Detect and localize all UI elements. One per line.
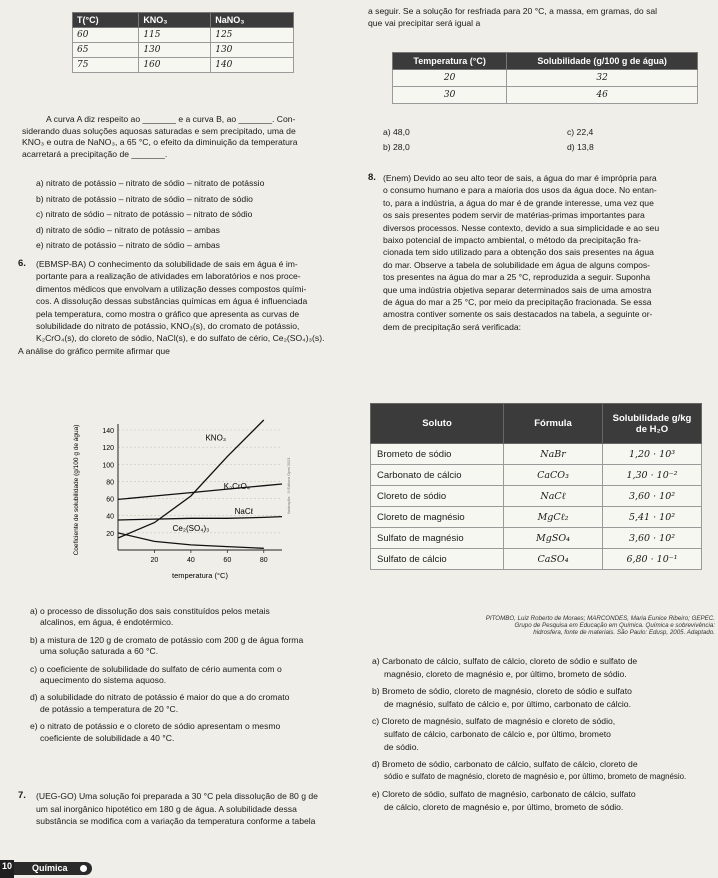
table-cell: Carbonato de cálcio <box>371 465 504 486</box>
table-row <box>371 507 702 528</box>
table-cell: 20 <box>393 70 507 87</box>
table-cell: 130 <box>211 43 294 58</box>
question-8-stem <box>383 172 715 333</box>
option-c[interactable]: c) Cloreto de magnésio, sulfato de magnésio e cloreto de sódio, <box>372 716 616 727</box>
table-row <box>393 87 698 104</box>
table-cell: Cloreto de magnésio <box>371 507 504 528</box>
option-e-cont: coeficiente de solubilidade a 40 °C. <box>40 732 175 743</box>
text-line: to, para a indústria, a água do mar é de grande interesse, uma vez que <box>383 197 654 208</box>
text-line: K₂CrO₄(s), do cloreto de sódio, NaCl(s), e do sulfato de cério, Ce₂(SO₄)₃(s). <box>36 333 325 344</box>
y-tick-label: 140 <box>102 428 114 435</box>
series-line-3 <box>118 533 264 548</box>
table-row <box>73 58 294 73</box>
text-line: Grupo de Pesquisa em Educação em Química. Química e sobrevivência: <box>514 622 715 630</box>
question-5-options <box>36 176 346 254</box>
table-cell: MgCℓ₂ <box>504 507 603 528</box>
x-tick-label: 20 <box>150 557 159 564</box>
image-credit: ilustração: ©Editora Opet 2021 <box>286 457 291 514</box>
text-line: KNO₃ e outra de NaNO₃, a 65 °C, o efeito da diminuição da temperatura <box>22 137 298 148</box>
table-row <box>371 465 702 486</box>
option-c-cont: sulfato de cálcio, carbonato de cálcio e, por último, brometo <box>384 728 611 739</box>
table-cell: Brometo de sódio <box>371 444 504 465</box>
option-d[interactable]: d) Brometo de sódio, carbonato de cálcio, sulfato de cálcio, cloreto de <box>372 759 638 770</box>
text-line: A análise do gráfico permite afirmar que <box>18 346 170 356</box>
option-a[interactable]: a) o processo de dissolução dos sais constituídos pelos metais <box>30 606 270 616</box>
option-a-cont: magnésio, cloreto de magnésio e, por último, brometo de sódio. <box>384 668 627 679</box>
series-label: KNO₃ <box>205 433 227 443</box>
table-cell: 125 <box>211 28 294 43</box>
table-cell: 1,30 · 10⁻² <box>603 465 702 486</box>
table-cell: Cloreto de sódio <box>371 486 504 507</box>
table-row <box>371 549 702 570</box>
y-tick-label: 60 <box>106 496 114 504</box>
question-7-number: 7. <box>18 790 26 801</box>
option-a[interactable]: a) Carbonato de cálcio, sulfato de cálcio, cloreto de sódio e sulfato de <box>372 656 638 666</box>
option-c[interactable]: c) 22,4 <box>567 127 594 137</box>
option-b[interactable]: b) a mistura de 120 g de cromato de potássio com 200 g de água forma <box>30 634 304 645</box>
table-cell: CaSO₄ <box>504 549 603 570</box>
seawater-salts-table <box>370 403 702 570</box>
table-row <box>73 28 294 43</box>
table-cell: 30 <box>393 87 507 104</box>
table-row <box>371 444 702 465</box>
text-line: siderando duas soluções aquosas saturadas e sem precipitado, uma de <box>22 125 296 136</box>
text-line: (UEG-GO) Uma solução foi preparada a 30 °C pela dissolução de 80 g de <box>36 791 318 801</box>
option-a[interactable]: a) 48,0 <box>383 127 410 137</box>
series-line-0 <box>118 420 264 538</box>
table-header: T(°C) <box>73 13 139 28</box>
option-c[interactable]: c) nitrato de sódio – nitrato de potássio – nitrato de sódio <box>36 209 253 219</box>
table-cell: 3,60 · 10² <box>603 486 702 507</box>
table-cell: 115 <box>139 28 211 43</box>
table-cell: 5,41 · 10² <box>603 507 702 528</box>
table-row <box>73 43 294 58</box>
option-c-cont: aquecimento do sistema aquoso. <box>40 675 167 686</box>
x-axis-title: temperatura (°C) <box>172 571 228 580</box>
option-e-cont: de cálcio, cloreto de magnésio e, por último, brometo de sódio. <box>384 801 624 812</box>
question-8-number: 8. <box>368 172 376 183</box>
table-row <box>371 486 702 507</box>
text-line: que uma indústria objetiva separar determinados sais de uma amostra <box>383 284 652 295</box>
subject-label: Química <box>32 863 68 873</box>
table-header: Solubilidade g/kg de H₂O <box>603 404 702 444</box>
option-b[interactable]: b) Brometo de sódio, cloreto de magnésio, cloreto de sódio e sulfato <box>372 686 632 697</box>
text-line: cionada tem sido utilizado para a obtenção dos sais presentes na água <box>383 247 654 258</box>
table-cell: NaBr <box>504 444 603 465</box>
table-cell: 32 <box>507 70 698 87</box>
series-label: NaCℓ <box>234 507 254 516</box>
series-label: Ce₂(SO₄)₃ <box>172 524 210 534</box>
option-d-cont: de potássio a temperatura de 20 °C. <box>40 703 179 714</box>
question-6-stem <box>36 258 348 345</box>
temperature-solubility-table <box>392 52 698 104</box>
page-footer <box>0 860 718 878</box>
text-line: (EBMSP-BA) O conhecimento da solubilidade de sais em água é im- <box>36 259 298 269</box>
table-cell: 65 <box>73 43 139 58</box>
question-7-continuation <box>368 6 713 29</box>
table-cell: Sulfato de magnésio <box>371 528 504 549</box>
table-cell: 130 <box>139 43 211 58</box>
option-e[interactable]: e) o nitrato de potássio e o cloreto de sódio apresentam o mesmo <box>30 721 281 732</box>
table-cell: 140 <box>211 58 294 73</box>
option-a[interactable]: a) nitrato de potássio – nitrato de sódio – nitrato de potássio <box>36 178 265 188</box>
question-7-stem <box>36 790 350 828</box>
table-header: Temperatura (°C) <box>393 53 507 70</box>
y-tick-label: 120 <box>102 445 114 453</box>
text-line: os sais presentes podem servir de matérias-primas importantes para <box>383 210 645 221</box>
table-header: Fórmula <box>504 404 603 444</box>
text-line: cos. A dissolução dessas substâncias químicas em água é influenciada <box>36 296 308 307</box>
option-b[interactable]: b) 28,0 <box>383 142 410 152</box>
text-line: a seguir. Se a solução for resfriada para 20 °C, a massa, em gramas, do sal <box>368 6 658 16</box>
text-line: tos presentes na água do mar a 25 °C, reproduzida a seguir. Suponha <box>383 272 651 283</box>
text-line: solubilidade do nitrato de potássio, KNO₃(s), do cromato de potássio, <box>36 321 300 332</box>
text-line: (Enem) Devido ao seu alto teor de sais, a água do mar é imprópria para <box>383 173 657 183</box>
table-cell: 3,60 · 10² <box>603 528 702 549</box>
table-header: Soluto <box>371 404 504 444</box>
table-cell: 160 <box>139 58 211 73</box>
series-line-2 <box>118 517 282 520</box>
option-c[interactable]: c) o coeficiente de solubilidade do sulfato de cério aumenta com o <box>30 663 282 674</box>
question-5-stem <box>22 114 352 160</box>
table-row <box>393 70 698 87</box>
table-source <box>420 615 715 637</box>
table-header: Solubilidade (g/100 g de água) <box>507 53 698 70</box>
question-6-number: 6. <box>18 258 26 269</box>
text-line: amostra contiver somente os sais destacados na tabela, a seguinte or- <box>383 309 653 320</box>
solubility-table-kno3-nano3 <box>72 12 294 73</box>
table-cell: CaCO₃ <box>504 465 603 486</box>
text-line: que vai precipitar será igual a <box>368 17 481 28</box>
option-d-cont: sódio e sulfato de magnésio, cloreto de magnésio e, por último, brometo de magnésio. <box>384 771 687 781</box>
table-cell: 75 <box>73 58 139 73</box>
text-line: dimentos médicos que envolvam a utilização desses compostos quími- <box>36 283 307 294</box>
text-line: A curva A diz respeito ao _______ e a curva B, ao _______. Con- <box>46 114 296 124</box>
x-tick-label: 60 <box>223 557 232 564</box>
y-tick-label: 100 <box>102 462 114 470</box>
y-axis-title: Coeficiente de solubilidade (g/100 g de água) <box>73 424 80 556</box>
y-tick-label: 40 <box>106 513 114 521</box>
text-line: o consumo humano e para a maioria dos usos da água doce. No entan- <box>383 185 657 196</box>
solubility-chart <box>60 400 290 590</box>
option-a-cont: alcalinos, em água, é endotérmico. <box>40 617 174 628</box>
table-cell: MgSO₄ <box>504 528 603 549</box>
text-line: diversos processos. Nesse contexto, devido a sua simplicidade e ao seu <box>383 222 660 233</box>
option-b-cont: uma solução saturada a 60 °C. <box>40 646 159 657</box>
text-line: portante para a realização de atividades em laboratórios e nos proce- <box>36 271 301 282</box>
x-tick-label: 40 <box>186 557 195 564</box>
option-b-cont: de magnésio, sulfato de cálcio e, por último, carbonato de cálcio. <box>384 698 631 709</box>
text-line: pela temperatura, como mostra o gráfico que apresenta as curvas de <box>36 308 300 319</box>
bullet-icon <box>80 865 87 872</box>
series-label: K₂CrO₄ <box>223 482 251 492</box>
y-tick-label: 20 <box>106 530 114 538</box>
option-d[interactable]: d) a solubilidade do nitrato de potássio é maior do que a do cromato <box>30 692 290 703</box>
text-line: substância se modifica com a variação da temperatura conforme a tabela <box>36 816 316 827</box>
table-cell: 46 <box>507 87 698 104</box>
text-line: um sal inorgânico hipotético em 180 g de água. A solubilidade dessa <box>36 803 297 814</box>
text-line: de água do mar a 25 °C, por meio da precipitação fracionada. Se essa <box>383 297 652 308</box>
text-line: do mar. Observe a tabela de solubilidade em água de alguns compos- <box>383 259 651 270</box>
text-line: baixo potencial de impacto ambiental, o método da precipitação fra- <box>383 235 641 246</box>
text-line: hidrosfera, fonte de materiais. São Paulo: Edusp, 2005. Adaptado. <box>533 629 715 637</box>
table-cell: 60 <box>73 28 139 43</box>
text-line: dem de precipitação será verificada: <box>383 321 522 332</box>
text-line: acarretará a precipitação de _______. <box>22 148 168 159</box>
table-header: KNO₃ <box>139 13 211 28</box>
option-d[interactable]: d) nitrato de sódio – nitrato de potássio – ambas <box>36 224 220 235</box>
option-b[interactable]: b) nitrato de potássio – nitrato de sódio – nitrato de sódio <box>36 193 253 204</box>
option-c-cont: de sódio. <box>384 741 419 752</box>
option-e[interactable]: e) Cloreto de sódio, sulfato de magnésio, carbonato de cálcio, sulfato <box>372 789 636 800</box>
table-header: NaNO₃ <box>211 13 294 28</box>
table-cell: 6,80 · 10⁻¹ <box>603 549 702 570</box>
table-cell: NaCℓ <box>504 486 603 507</box>
question-8-options <box>372 655 716 814</box>
y-tick-label: 80 <box>106 479 114 487</box>
table-cell: 1,20 · 10³ <box>603 444 702 465</box>
text-line: PITOMBO, Luiz Roberto de Moraes; MARCONDES, Maria Eunice Ribeiro; GEPEC. <box>485 615 715 622</box>
table-row <box>371 528 702 549</box>
page-number: 10 <box>2 861 13 871</box>
table-cell: Sulfato de cálcio <box>371 549 504 570</box>
x-tick-label: 80 <box>259 557 268 564</box>
option-d[interactable]: d) 13,8 <box>567 142 594 152</box>
question-6-options <box>30 606 350 744</box>
option-e[interactable]: e) nitrato de potássio – nitrato de sódio – ambas <box>36 240 220 250</box>
